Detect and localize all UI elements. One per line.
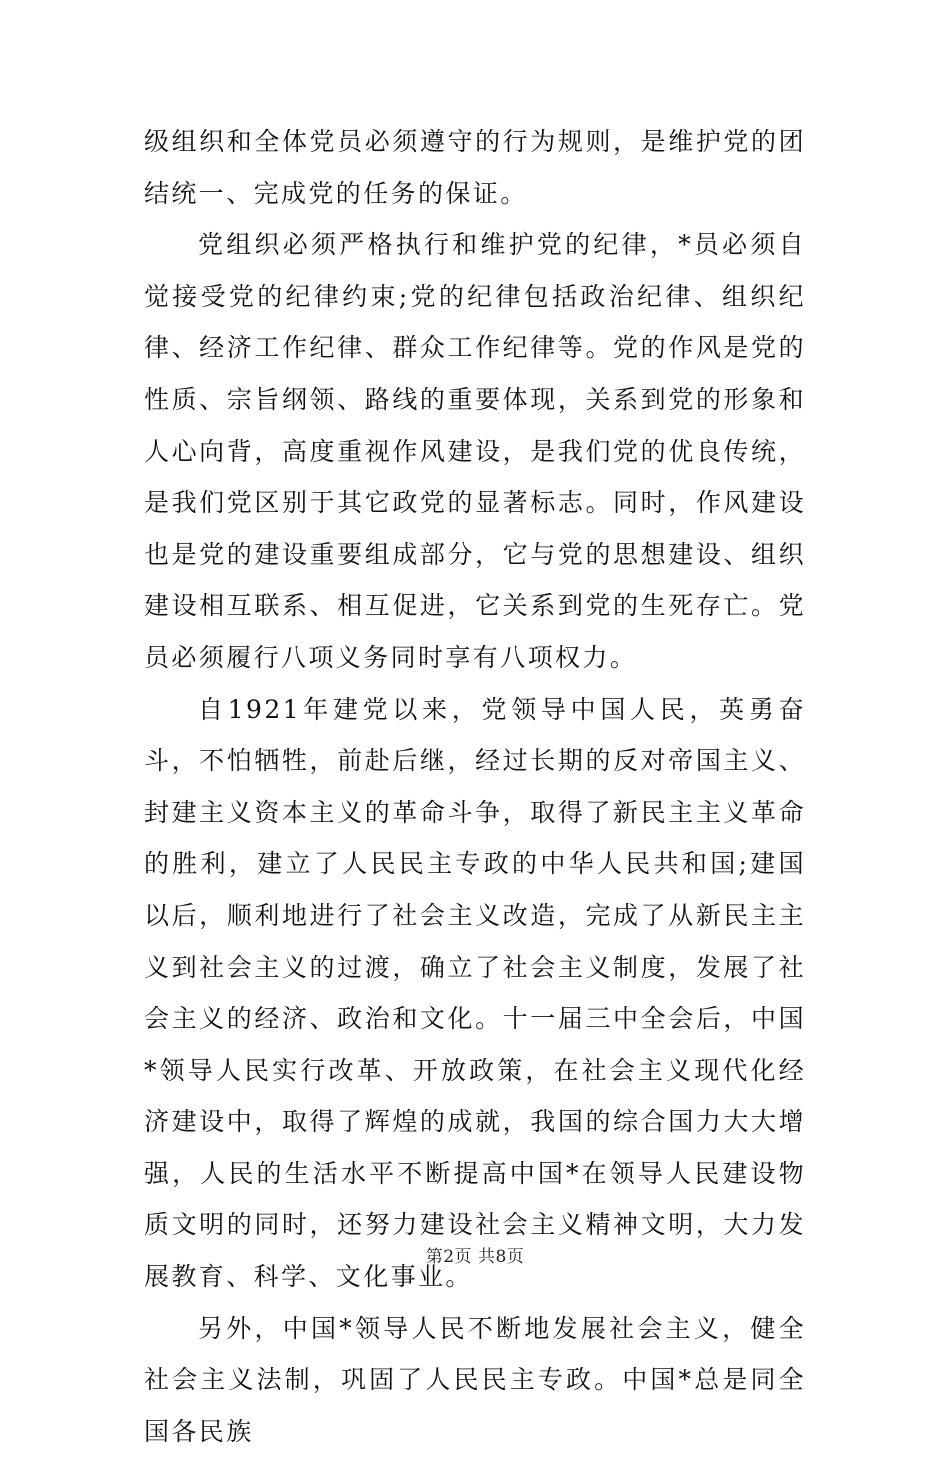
page-number-label: 第2页 共8页: [425, 1247, 525, 1267]
paragraph-1: 级组织和全体党员必须遵守的行为规则，是维护党的团结统一、完成党的任务的保证。: [144, 127, 806, 208]
page-footer: [0, 1242, 950, 1267]
paragraph-2: 党组织必须严格执行和维护党的纪律，*员必须自觉接受党的纪律约束;党的纪律包括政治纪律、组织纪律、经济工作纪律、群众工作纪律等。党的作风是党的性质、宗旨纲领、路线的重要体现，关系到党的形象和人心向背，高度重视作风建设，是我们党的优良传统，是我们党区别于其它政党的显著标志。同时，作风建设也是党的建设重要组成部分，它与党的思想建设、组织建设相互联系、相互促进，它关系到党的生死存亡。党员必须履行八项义务同时享有八项权力。: [144, 230, 806, 672]
paragraph-3: 自1921年建党以来，党领导中国人民，英勇奋斗，不怕牺牲，前赴后继，经过长期的反对帝国主义、封建主义资本主义的革命斗争，取得了新民主主义革命的胜利，建立了人民民主专政的中华人民共和国;建国以后，顺利地进行了社会主义改造，完成了从新民主主义到社会主义的过渡，确立了社会主义制度，发展了社会主义的经济、政治和文化。十一届三中全会后，中国*领导人民实行改革、开放政策，在社会主义现代化经济建设中，取得了辉煌的成就，我国的综合国力大大增强，人民的生活水平不断提高中国*在领导人民建设物质文明的同时，还努力建设社会主义精神文明，大力发展教育、科学、文化事业。: [144, 694, 806, 1292]
paragraph-4: 另外，中国*领导人民不断地发展社会主义，健全社会主义法制，巩固了人民民主专政。中国*总是同全国各民族: [144, 1313, 806, 1446]
